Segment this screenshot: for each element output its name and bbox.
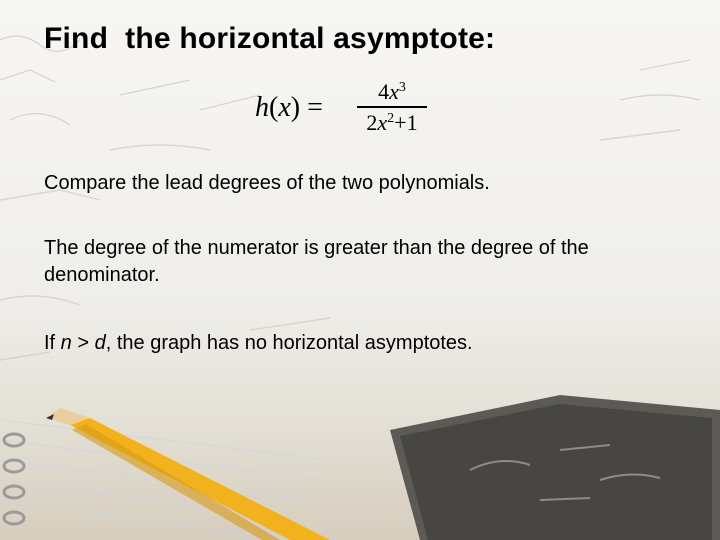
numerator — [355, 78, 429, 106]
rational-function-formula — [255, 78, 435, 140]
function-name: h — [255, 92, 269, 123]
rule-n: n — [60, 332, 72, 354]
open-paren: ( — [269, 92, 279, 123]
denominator-exponent: 2 — [387, 111, 395, 126]
denominator-variable: x — [377, 110, 388, 135]
numerator-coefficient: 4 — [378, 79, 390, 104]
chalkboard-icon — [390, 395, 720, 540]
numerator-variable: x — [389, 79, 399, 104]
function-variable: x — [278, 92, 291, 123]
formula-lhs — [255, 92, 323, 124]
denominator-constant: +1 — [394, 110, 418, 135]
slide-title: Find the horizontal asymptote: — [44, 22, 496, 55]
equals-sign: = — [307, 92, 323, 123]
compare-paragraph: Compare the lead degrees of the two polynomials. — [44, 172, 490, 194]
rule-prefix: If — [44, 332, 61, 354]
pencil-icon — [46, 408, 330, 540]
numerator-exponent: 3 — [398, 80, 406, 95]
rule-d: d — [94, 332, 106, 354]
degree-paragraph: The degree of the numerator is greater than the degree of the denominator. — [44, 237, 589, 286]
rule-suffix: , the graph has no horizontal asymptotes. — [105, 332, 473, 354]
fraction — [355, 78, 429, 136]
spiral-notebook-icon — [4, 434, 24, 524]
close-paren: ) — [290, 92, 301, 123]
denominator-coefficient: 2 — [366, 110, 378, 135]
rule-paragraph — [44, 330, 684, 357]
denominator — [355, 108, 429, 136]
rule-operator: > — [71, 332, 95, 354]
